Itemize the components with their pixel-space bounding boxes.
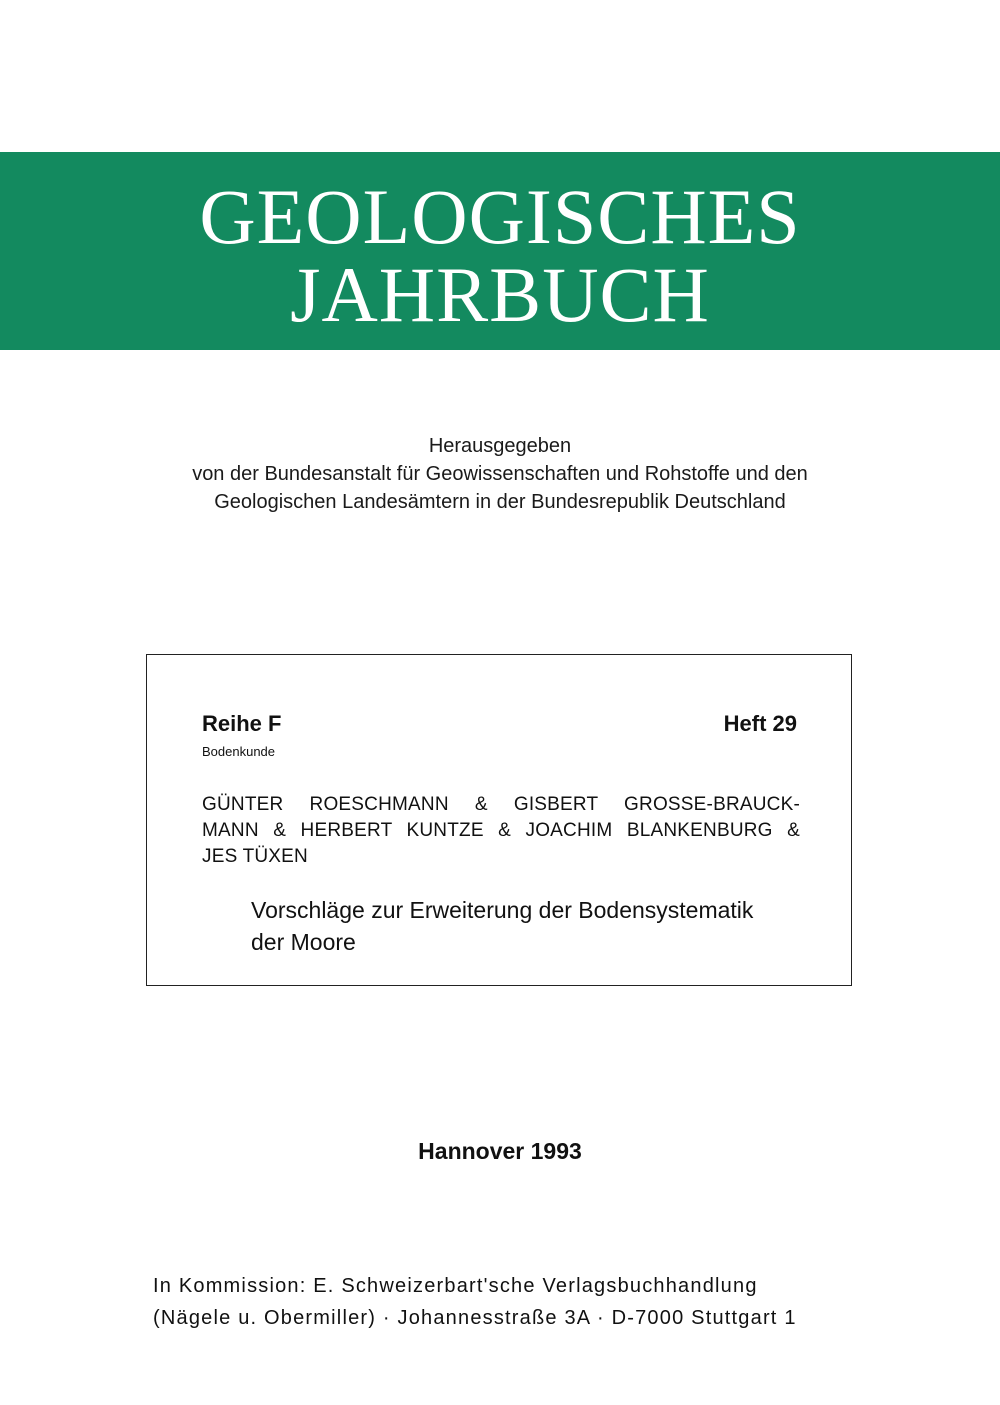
work-title-line: Vorschläge zur Erweiterung der Bodensystematik bbox=[251, 897, 754, 923]
series-subject: Bodenkunde bbox=[202, 744, 276, 759]
publisher-line-1: Herausgegeben bbox=[428, 435, 572, 457]
journal-title-line-1: GEOLOGISCHES bbox=[199, 173, 801, 260]
work-title bbox=[251, 894, 753, 958]
author-line: JES TÜXEN bbox=[202, 846, 308, 867]
journal-title-line-2: JAHRBUCH bbox=[290, 251, 710, 338]
publisher-line-3: Geologischen Landesämtern in der Bundesrepublik Deutschland bbox=[214, 491, 786, 513]
author-list bbox=[202, 792, 800, 870]
author-line: MANN & HERBERT KUNTZE & JOACHIM BLANKENBURG & bbox=[202, 820, 800, 841]
author-line: GÜNTER ROESCHMANN & GISBERT GROSSE-BRAUCK- bbox=[202, 794, 800, 815]
series-info-box bbox=[146, 654, 852, 986]
series-label: Reihe F bbox=[202, 711, 282, 736]
distributor-line-1: In Kommission: E. Schweizerbart'sche Verlagsbuchhandlung bbox=[153, 1275, 758, 1297]
publisher-line-2: von der Bundesanstalt für Geowissenschaften und Rohstoffe und den bbox=[192, 463, 808, 485]
issue-number: Heft 29 bbox=[723, 711, 797, 736]
distributor-line-2: (Nägele u. Obermiller) · Johannesstraße 3A · D-7000 Stuttgart 1 bbox=[153, 1307, 797, 1329]
place-and-year: Hannover 1993 bbox=[418, 1138, 582, 1164]
work-title-line: der Moore bbox=[251, 929, 356, 955]
